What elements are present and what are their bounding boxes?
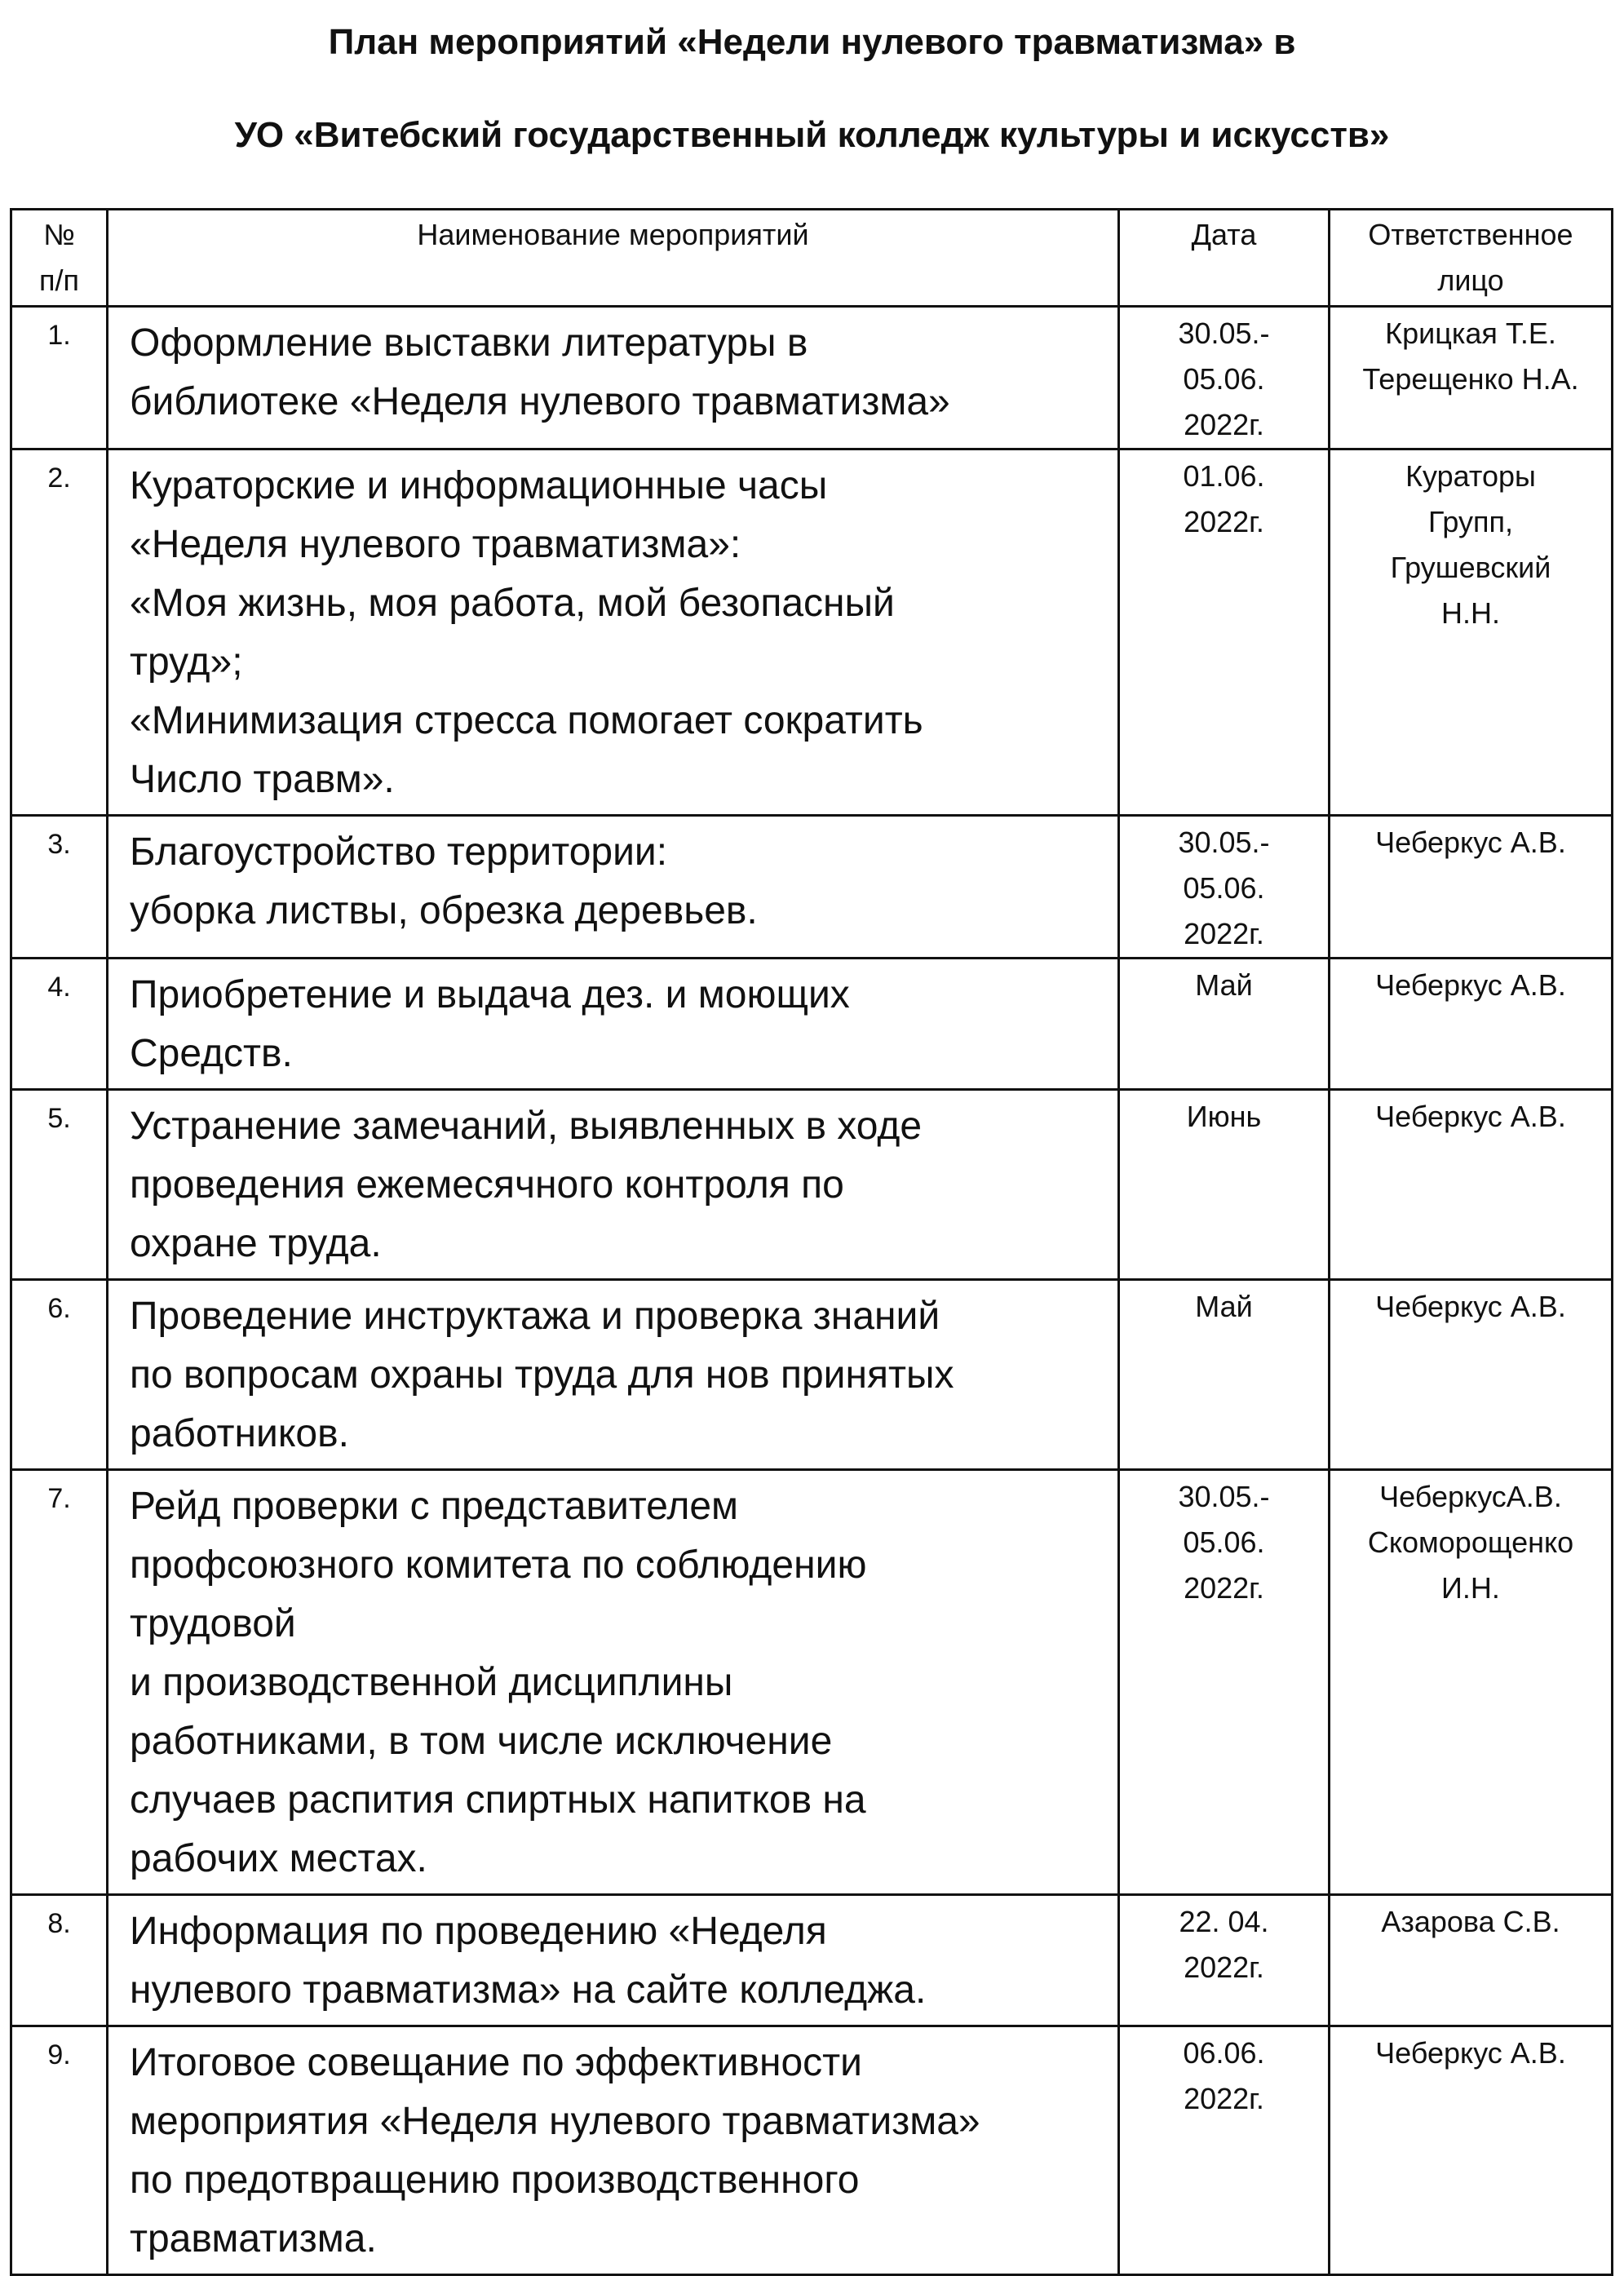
- event-date-cell: [1119, 307, 1330, 449]
- event-name-line: библиотеке «Неделя нулевого травматизма»: [130, 380, 950, 423]
- table-row: [11, 449, 1613, 816]
- event-date-line: 2022г.: [1184, 1951, 1264, 1984]
- event-date-line: 01.06.: [1183, 459, 1265, 493]
- responsible-line: Крицкая Т.Е.: [1385, 317, 1556, 350]
- event-date-line: Май: [1195, 968, 1253, 1002]
- event-name-line: профсоюзного комитета по соблюдению: [130, 1543, 867, 1587]
- table-row: [11, 1280, 1613, 1470]
- event-date-line: 2022г.: [1184, 2082, 1264, 2115]
- event-date-cell: [1119, 2026, 1330, 2275]
- event-date-line: 06.06.: [1183, 2036, 1265, 2070]
- event-name-line: Число травм».: [130, 758, 395, 801]
- row-number: 8.: [11, 1895, 108, 2026]
- row-number: 4.: [11, 959, 108, 1090]
- header-event-name: [108, 210, 1119, 307]
- row-number: 1.: [11, 307, 108, 449]
- event-date-cell: [1119, 816, 1330, 959]
- event-date-line: 05.06.: [1183, 1525, 1265, 1559]
- event-name-cell: [108, 1090, 1119, 1280]
- event-name-line: «Моя жизнь, моя работа, мой безопасный: [130, 582, 895, 625]
- row-number: 7.: [11, 1470, 108, 1895]
- responsible-cell: [1330, 449, 1613, 816]
- responsible-line: Н.Н.: [1441, 596, 1500, 630]
- row-number: 6.: [11, 1280, 108, 1470]
- responsible-line: Групп,: [1427, 505, 1514, 538]
- event-name-cell: [108, 1470, 1119, 1895]
- event-name-line: по предотвращению производственного: [130, 2159, 860, 2202]
- responsible-cell: [1330, 1280, 1613, 1470]
- header-number-line: п/п: [39, 263, 79, 297]
- header-date: [1119, 210, 1330, 307]
- header-responsible: [1330, 210, 1613, 307]
- header-number-line: №: [43, 218, 75, 251]
- table-row: [11, 959, 1613, 1090]
- table-row: [11, 307, 1613, 449]
- event-name-line: травматизма.: [130, 2217, 377, 2261]
- event-name-line: Средств.: [130, 1032, 293, 1075]
- table-row: [11, 2026, 1613, 2275]
- event-name-line: Устранение замечаний, выявленных в ходе: [130, 1105, 923, 1148]
- table-header-row: [11, 210, 1613, 307]
- event-name-cell: [108, 449, 1119, 816]
- event-name-line: Приобретение и выдача дез. и моющих: [130, 973, 850, 1016]
- responsible-cell: [1330, 959, 1613, 1090]
- event-date-cell: [1119, 959, 1330, 1090]
- event-name-line: рабочих местах.: [130, 1837, 427, 1880]
- event-date-cell: [1119, 1280, 1330, 1470]
- event-name-cell: [108, 959, 1119, 1090]
- responsible-line: Чеберкус А.В.: [1375, 2036, 1566, 2070]
- responsible-cell: [1330, 307, 1613, 449]
- table-row: [11, 1090, 1613, 1280]
- header-number: [11, 210, 108, 307]
- event-name-line: Рейд проверки с представителем: [130, 1485, 739, 1528]
- event-name-line: трудовой: [130, 1602, 296, 1645]
- responsible-line: Терещенко Н.А.: [1362, 362, 1579, 396]
- document-title-line-1: План мероприятий «Недели нулевого травматизма» в: [328, 22, 1296, 62]
- event-name-line: охране труда.: [130, 1222, 382, 1265]
- responsible-line: Кураторы: [1405, 459, 1536, 493]
- event-date-cell: [1119, 1895, 1330, 2026]
- event-name-line: случаев распития спиртных напитков на: [130, 1778, 866, 1822]
- event-name-line: Проведение инструктажа и проверка знаний: [130, 1295, 940, 1338]
- event-name-cell: [108, 2026, 1119, 2275]
- event-name-line: по вопросам охраны труда для нов принятых: [130, 1353, 954, 1397]
- responsible-line: Азарова С.В.: [1381, 1905, 1560, 1938]
- event-name-cell: [108, 307, 1119, 449]
- event-date-line: Июнь: [1186, 1100, 1262, 1133]
- events-table: [10, 208, 1613, 2276]
- table-body: [11, 307, 1613, 2275]
- event-date-line: 2022г.: [1184, 408, 1264, 441]
- event-name-line: нулевого травматизма» на сайте колледжа.: [130, 1968, 927, 2012]
- event-name-line: Информация по проведению «Неделя: [130, 1910, 827, 1953]
- event-name-line: «Минимизация стресса помогает сократить: [130, 699, 923, 742]
- responsible-line: Чеберкус А.В.: [1375, 1290, 1566, 1323]
- responsible-line: Скоморощенко: [1367, 1525, 1574, 1559]
- event-name-line: мероприятия «Неделя нулевого травматизма»: [130, 2100, 980, 2143]
- event-name-cell: [108, 1280, 1119, 1470]
- event-date-line: Май: [1195, 1290, 1253, 1323]
- responsible-line: И.Н.: [1441, 1571, 1500, 1605]
- event-name-line: работниками, в том числе исключение: [130, 1720, 833, 1763]
- responsible-cell: [1330, 816, 1613, 959]
- event-name-line: уборка листвы, обрезка деревьев.: [130, 889, 758, 932]
- table-row: [11, 1470, 1613, 1895]
- event-name-line: Кураторские и информационные часы: [130, 464, 828, 507]
- event-name-line: Благоустройство территории:: [130, 830, 668, 874]
- event-name-line: проведения ежемесячного контроля по: [130, 1163, 844, 1207]
- event-date-line: 2022г.: [1184, 1571, 1264, 1605]
- row-number: 2.: [11, 449, 108, 816]
- row-number: 9.: [11, 2026, 108, 2275]
- event-date-line: 05.06.: [1183, 362, 1265, 396]
- event-date-line: 30.05.-: [1178, 317, 1270, 350]
- event-date-line: 2022г.: [1184, 917, 1264, 950]
- responsible-cell: [1330, 2026, 1613, 2275]
- event-name-line: и производственной дисциплины: [130, 1661, 733, 1704]
- event-date-cell: [1119, 1470, 1330, 1895]
- event-name-cell: [108, 816, 1119, 959]
- event-name-line: труд»;: [130, 640, 243, 684]
- header-date-text: Дата: [1191, 218, 1257, 251]
- responsible-cell: [1330, 1470, 1613, 1895]
- event-name-cell: [108, 1895, 1119, 2026]
- responsible-line: Чеберкус А.В.: [1375, 1100, 1566, 1133]
- row-number: 5.: [11, 1090, 108, 1280]
- event-date-line: 30.05.-: [1178, 1480, 1270, 1513]
- table-row: [11, 816, 1613, 959]
- event-date-line: 30.05.-: [1178, 826, 1270, 859]
- responsible-line: ЧеберкусА.В.: [1379, 1480, 1562, 1513]
- event-date-cell: [1119, 1090, 1330, 1280]
- event-date-line: 22. 04.: [1179, 1905, 1269, 1938]
- event-name-line: Оформление выставки литературы в: [130, 321, 808, 365]
- event-name-line: Итоговое совещание по эффективности: [130, 2041, 862, 2084]
- event-name-line: работников.: [130, 1412, 349, 1455]
- header-responsible-line: Ответственное: [1368, 218, 1573, 251]
- event-date-line: 2022г.: [1184, 505, 1264, 538]
- header-responsible-line: лицо: [1437, 263, 1504, 297]
- table-row: [11, 1895, 1613, 2026]
- document-title-line-2: УО «Витебский государственный колледж культуры и искусств»: [234, 115, 1390, 155]
- responsible-line: Чеберкус А.В.: [1375, 968, 1566, 1002]
- event-name-line: «Неделя нулевого травматизма»:: [130, 523, 741, 566]
- responsible-cell: [1330, 1090, 1613, 1280]
- header-event-name-text: Наименование мероприятий: [417, 218, 809, 251]
- event-date-line: 05.06.: [1183, 871, 1265, 905]
- responsible-cell: [1330, 1895, 1613, 2026]
- responsible-line: Чеберкус А.В.: [1375, 826, 1566, 859]
- row-number: 3.: [11, 816, 108, 959]
- responsible-line: Грушевский: [1390, 551, 1551, 584]
- event-date-cell: [1119, 449, 1330, 816]
